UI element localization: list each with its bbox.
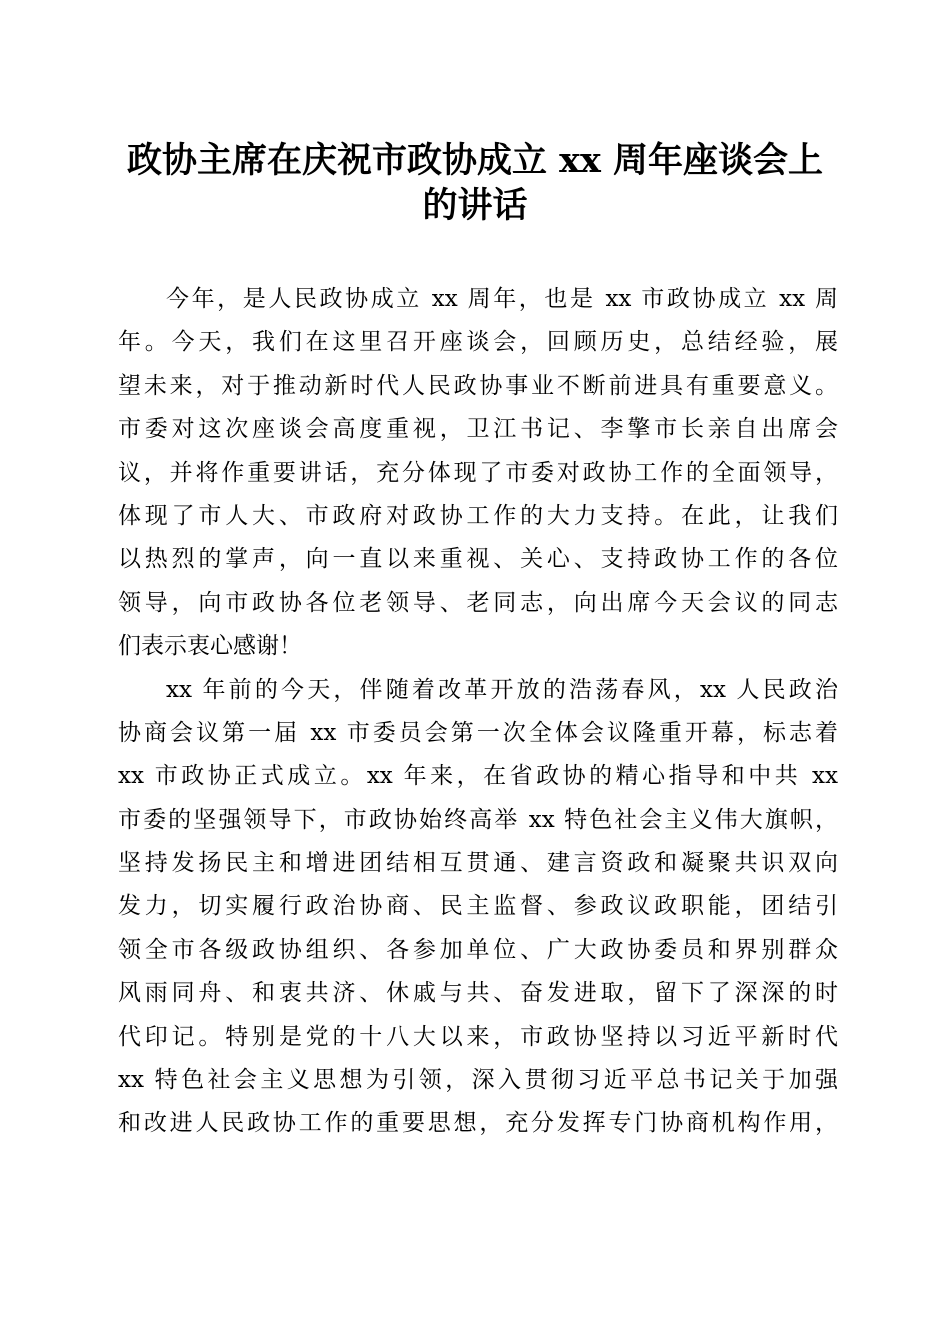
text-line: xx 市政协正式成立。xx 年来，在省政协的精心指导和中共 xx [118,763,838,790]
title-line-1: 政协主席在庆祝市政协成立 xx 周年座谈会上 [126,140,824,181]
text-line: 风雨同舟、和衷共济、休戚与共、奋发进取，留下了深深的时 [118,980,838,1007]
text-line: 领全市各级政协组织、各参加单位、广大政协委员和界别群众 [118,936,838,963]
paragraph-2 [118,669,838,1146]
text-line: 体现了市人大、市政府对政协工作的大力支持。在此，让我们 [118,502,838,529]
text-line: 年。今天，我们在这里召开座谈会，回顾历史，总结经验，展 [118,329,838,356]
document-body [118,278,838,1146]
text-line: 市委对这次座谈会高度重视，卫江书记、李擎市长亲自出席会 [118,416,838,443]
text-line: xx 年前的今天，伴随着改革开放的浩荡春风，xx 人民政治 [166,676,838,703]
text-line: 代印记。特别是党的十八大以来，市政协坚持以习近平新时代 [118,1023,838,1050]
text-line: 和改进人民政协工作的重要思想，充分发挥专门协商机构作用， [118,1110,838,1137]
paragraph-1 [118,278,838,669]
text-line: 以热烈的掌声，向一直以来重视、关心、支持政协工作的各位 [118,546,838,573]
document-title [110,138,840,228]
text-line: 领导，向市政协各位老领导、老同志，向出席今天会议的同志 [118,589,838,616]
text-line: 协商会议第一届 xx 市委员会第一次全体会议隆重开幕，标志着 [118,719,838,746]
text-line: 议，并将作重要讲话，充分体现了市委对政协工作的全面领导， [118,459,838,486]
text-line: 今年，是人民政协成立 xx 周年，也是 xx 市政协成立 xx 周 [166,286,838,312]
text-line: 们表示衷心感谢！ [118,633,302,660]
text-line: 市委的坚强领导下，市政协始终高举 xx 特色社会主义伟大旗帜， [118,806,838,833]
text-line: 坚持发扬民主和增进团结相互贯通、建言资政和凝聚共识双向 [118,850,838,877]
text-line: 望未来，对于推动新时代人民政协事业不断前进具有重要意义。 [118,372,838,399]
text-line: xx 特色社会主义思想为引领，深入贯彻习近平总书记关于加强 [118,1067,838,1094]
text-line: 发力，切实履行政治协商、民主监督、参政议政职能，团结引 [118,893,838,920]
title-line-2: 的讲话 [422,185,528,226]
